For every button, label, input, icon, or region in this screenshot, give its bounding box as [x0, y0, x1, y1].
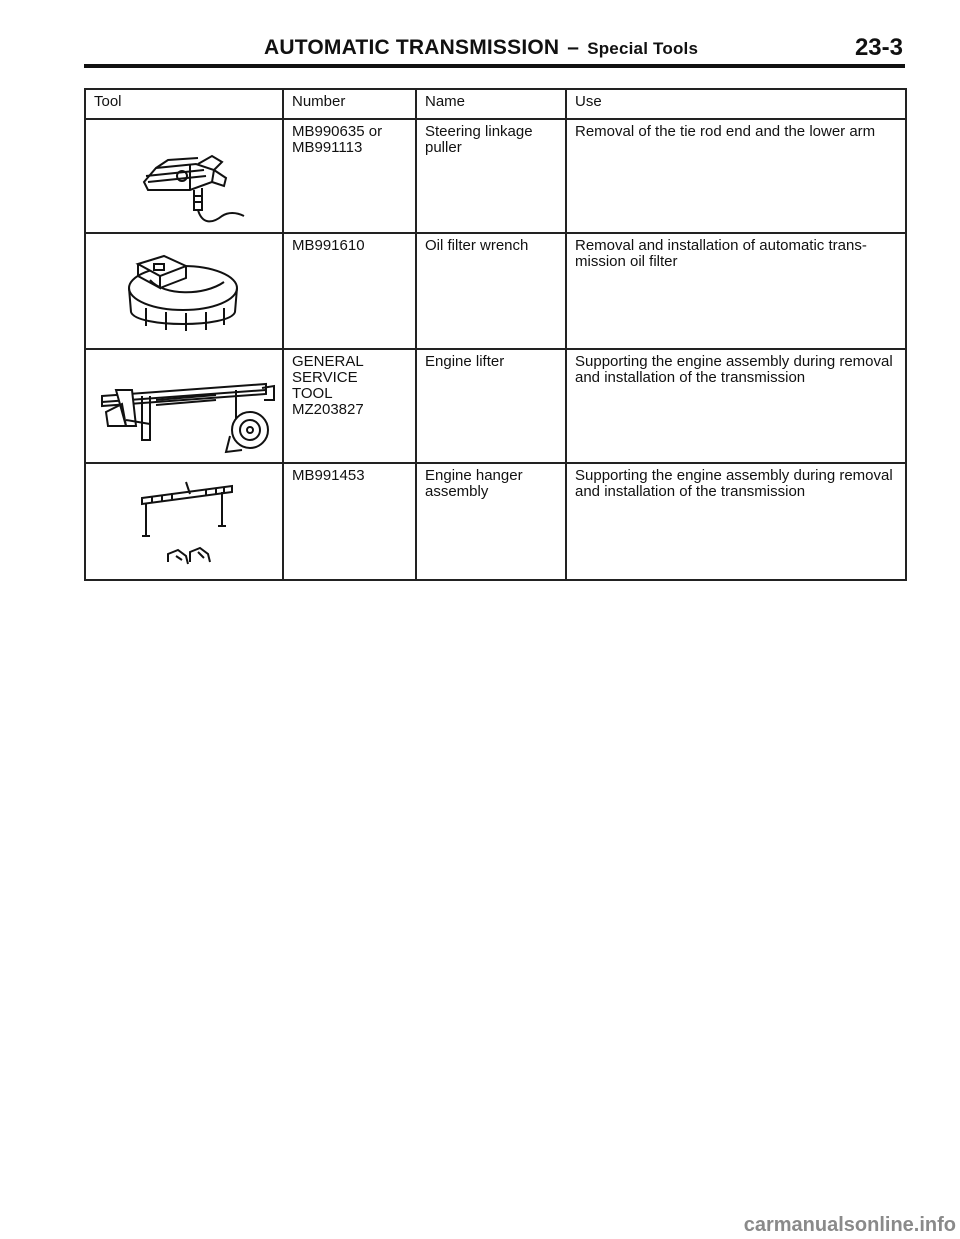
tool-image-cell — [85, 119, 283, 233]
section-title: AUTOMATIC TRANSMISSION — [264, 36, 560, 59]
tool-number: MB990635 or MB991113 — [283, 119, 416, 233]
tool-use: Supporting the engine assembly during removal and installation of the transmission — [566, 349, 906, 463]
tool-number: MB991610 — [283, 233, 416, 349]
table-header-row — [85, 89, 906, 119]
tool-image-cell — [85, 233, 283, 349]
tool-number: MB991453 — [283, 463, 416, 580]
page-title — [264, 36, 698, 60]
engine-hanger-icon — [86, 464, 280, 575]
tool-image-cell — [85, 463, 283, 580]
table-row — [85, 463, 906, 580]
oil-filter-wrench-icon — [86, 234, 280, 344]
tool-use: Removal and installation of automatic trans- mission oil filter — [566, 233, 906, 349]
column-header-use: Use — [566, 89, 906, 119]
page-header — [84, 30, 905, 64]
title-separator: – — [567, 36, 580, 59]
tool-number: GENERAL SERVICE TOOL MZ203827 — [283, 349, 416, 463]
watermark: carmanualsonline.info — [743, 1214, 956, 1236]
steering-linkage-puller-icon — [86, 120, 280, 228]
header-rule — [84, 64, 905, 68]
tool-name: Engine lifter — [416, 349, 566, 463]
tool-image-cell — [85, 349, 283, 463]
tool-use: Removal of the tie rod end and the lower arm — [566, 119, 906, 233]
column-header-number: Number — [283, 89, 416, 119]
special-tools-table — [84, 88, 907, 581]
table-row — [85, 233, 906, 349]
column-header-name: Name — [416, 89, 566, 119]
page-number: 23-3 — [854, 34, 903, 61]
tool-name: Steering linkage puller — [416, 119, 566, 233]
column-header-tool: Tool — [85, 89, 283, 119]
engine-lifter-icon — [86, 350, 280, 458]
tool-name: Oil filter wrench — [416, 233, 566, 349]
tool-use: Supporting the engine assembly during removal and installation of the transmission — [566, 463, 906, 580]
table-row — [85, 349, 906, 463]
table-row — [85, 119, 906, 233]
section-subtitle: Special Tools — [587, 39, 699, 58]
tool-name: Engine hanger assembly — [416, 463, 566, 580]
